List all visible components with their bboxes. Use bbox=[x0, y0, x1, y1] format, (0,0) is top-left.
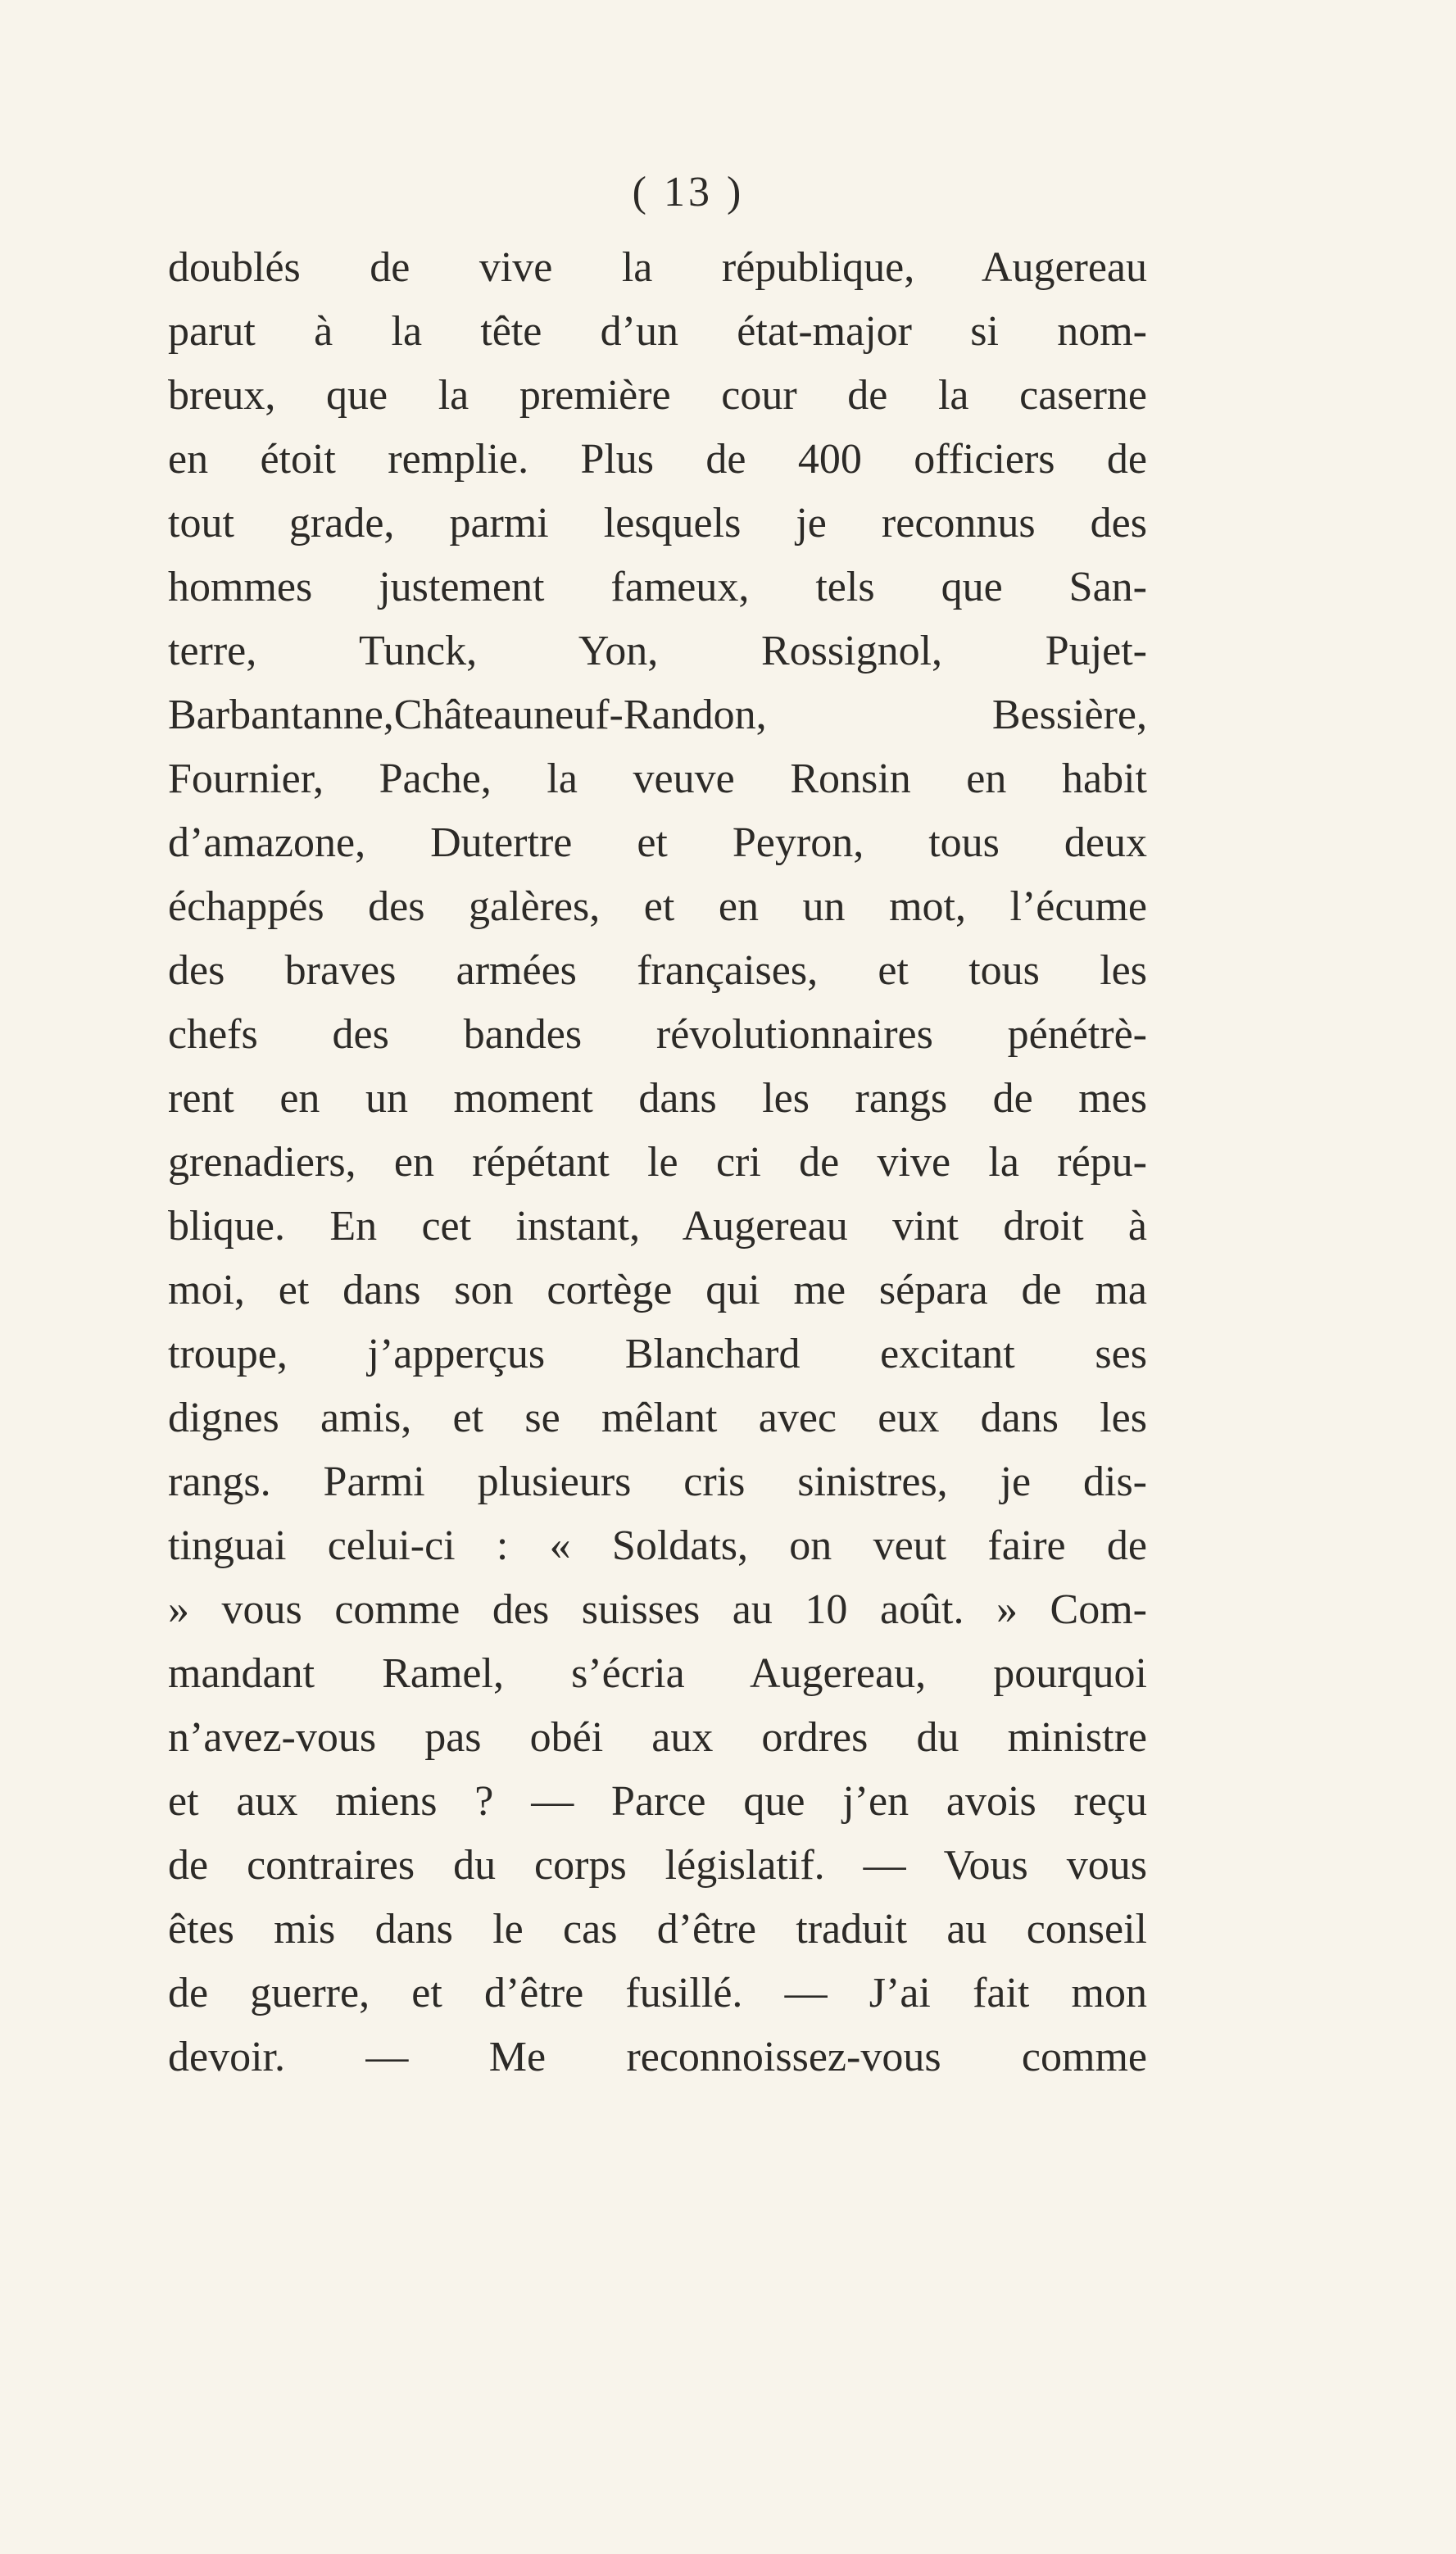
text-line: doublés de vive la république, Augereau bbox=[168, 244, 1147, 291]
text-line: blique. En cet instant, Augereau vint droit à bbox=[168, 1203, 1147, 1250]
text-line: » vous comme des suisses au 10 août. » Com- bbox=[168, 1586, 1147, 1633]
text-line: échappés des galères, et en un mot, l’écume bbox=[168, 883, 1147, 930]
text-line: breux, que la première cour de la caserne bbox=[168, 372, 1147, 419]
text-line: d’amazone, Dutertre et Peyron, tous deux bbox=[168, 819, 1147, 866]
text-line: moi, et dans son cortège qui me sépara de ma bbox=[168, 1267, 1147, 1313]
text-line: de contraires du corps législatif. — Vous vous bbox=[168, 1842, 1147, 1889]
text-line: de guerre, et d’être fusillé. — J’ai fait mon bbox=[168, 1970, 1147, 2016]
text-line: dignes amis, et se mêlant avec eux dans les bbox=[168, 1395, 1147, 1441]
text-line: rangs. Parmi plusieurs cris sinistres, je dis- bbox=[168, 1458, 1147, 1505]
text-line: en étoit remplie. Plus de 400 officiers de bbox=[168, 436, 1147, 483]
text-line: et aux miens ? — Parce que j’en avois reçu bbox=[168, 1778, 1147, 1825]
text-line: mandant Ramel, s’écria Augereau, pourquoi bbox=[168, 1650, 1147, 1697]
page-number: ( 13 ) bbox=[632, 169, 745, 215]
text-line: êtes mis dans le cas d’être traduit au conseil bbox=[168, 1906, 1147, 1953]
body-text bbox=[168, 236, 1147, 2089]
text-line: chefs des bandes révolutionnaires pénétrè- bbox=[168, 1011, 1147, 1058]
text-line: des braves armées françaises, et tous les bbox=[168, 947, 1147, 994]
text-line: troupe, j’apperçus Blanchard excitant ses bbox=[168, 1331, 1147, 1377]
text-line: n’avez-vous pas obéi aux ordres du ministre bbox=[168, 1714, 1147, 1761]
text-line: Fournier, Pache, la veuve Ronsin en habit bbox=[168, 755, 1147, 802]
text-line: rent en un moment dans les rangs de mes bbox=[168, 1075, 1147, 1122]
text-line: Barbantanne,Châteauneuf-Randon, Bessière, bbox=[168, 692, 1147, 738]
text-line: tout grade, parmi lesquels je reconnus des bbox=[168, 500, 1147, 547]
text-line: parut à la tête d’un état-major si nom- bbox=[168, 308, 1147, 355]
text-line: tinguai celui-ci : « Soldats, on veut faire de bbox=[168, 1522, 1147, 1569]
text-line: hommes justement fameux, tels que San- bbox=[168, 564, 1147, 610]
text-line: terre, Tunck, Yon, Rossignol, Pujet- bbox=[168, 628, 1147, 674]
text-line: devoir. — Me reconnoissez-vous comme bbox=[168, 2034, 1147, 2080]
text-line: grenadiers, en répétant le cri de vive la répu- bbox=[168, 1139, 1147, 1186]
